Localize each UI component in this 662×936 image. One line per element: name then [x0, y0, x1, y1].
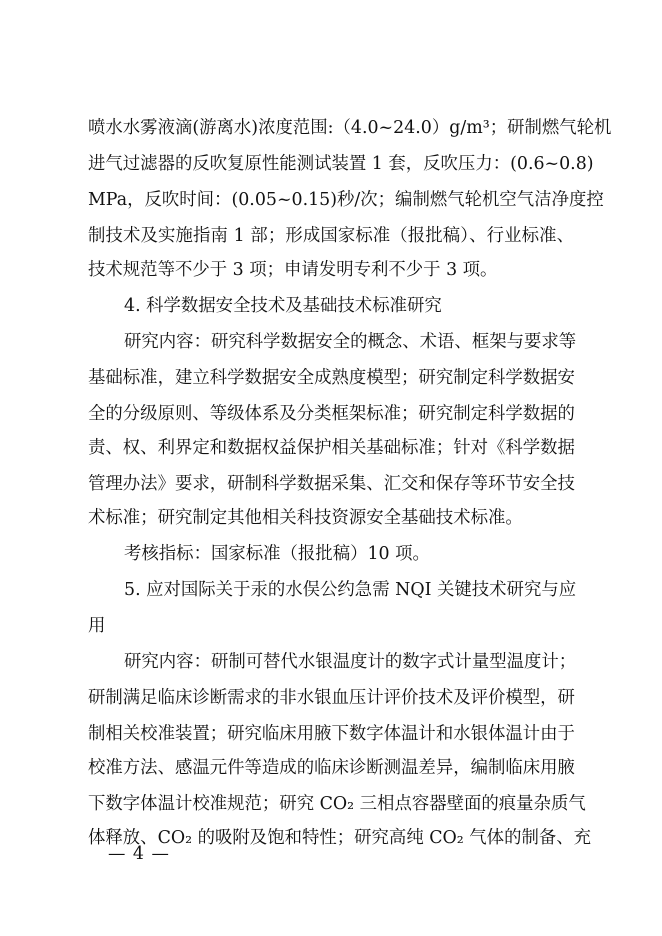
- section-heading-4: 4. 科学数据安全技术及基础技术标准研究: [124, 296, 442, 316]
- text-line-10: 责、权、利界定和数据权益保护相关基础标准；针对《科学数据: [88, 438, 575, 458]
- text-line-8: 基础标准，建立科学数据安全成熟度模型；研究制定科学数据安: [88, 368, 575, 388]
- text-line-19: 校准方法、感温元件等造成的临床诊断测温差异，编制临床用腋: [88, 758, 575, 778]
- text-line-18: 制相关校准装置；研究临床用腋下数字体温计和水银体温计由于: [88, 724, 575, 744]
- text-line-21: 体释放、CO₂ 的吸附及饱和特性；研究高纯 CO₂ 气体的制备、充: [88, 828, 592, 848]
- assessment-indicator: 考核指标：国家标准（报批稿）10 项。: [124, 544, 430, 564]
- text-line-2: 进气过滤器的反吹复原性能测试装置 1 套，反吹压力：(0.6~0.8): [88, 154, 594, 174]
- text-line-17: 研制满足临床诊断需求的非水银血压计评价技术及评价模型，研: [88, 688, 575, 708]
- text-line-3: MPa，反吹时间：(0.05~0.15)秒/次；编制燃气轮机空气洁净度控: [88, 190, 604, 210]
- text-line-9: 全的分级原则、等级体系及分类框架标准；研究制定科学数据的: [88, 404, 575, 424]
- text-line-11: 管理办法》要求，研制科学数据采集、汇交和保存等环节安全技: [88, 474, 575, 494]
- page-number: — 4 —: [108, 844, 170, 864]
- text-line-12: 术标准；研究制定其他相关科技资源安全基础技术标准。: [88, 508, 523, 528]
- text-line-7: 研究内容：研究科学数据安全的概念、术语、框架与要求等: [124, 332, 577, 352]
- text-line-1: 喷水水雾液滴(游离水)浓度范围:（4.0~24.0）g/m³；研制燃气轮机: [88, 118, 612, 138]
- text-line-4: 制技术及实施指南 1 部；形成国家标准（报批稿）、行业标准、: [88, 226, 574, 246]
- section-heading-5-cont: 用: [88, 616, 106, 636]
- text-line-16: 研究内容：研制可替代水银温度计的数字式计量型温度计；: [124, 652, 577, 672]
- text-line-20: 下数字体温计校准规范；研究 CO₂ 三相点容器壁面的痕量杂质气: [88, 794, 586, 814]
- section-heading-5: 5. 应对国际关于汞的水俣公约急需 NQI 关键技术研究与应: [124, 580, 577, 600]
- text-line-5: 技术规范等不少于 3 项；申请发明专利不少于 3 项。: [88, 260, 498, 280]
